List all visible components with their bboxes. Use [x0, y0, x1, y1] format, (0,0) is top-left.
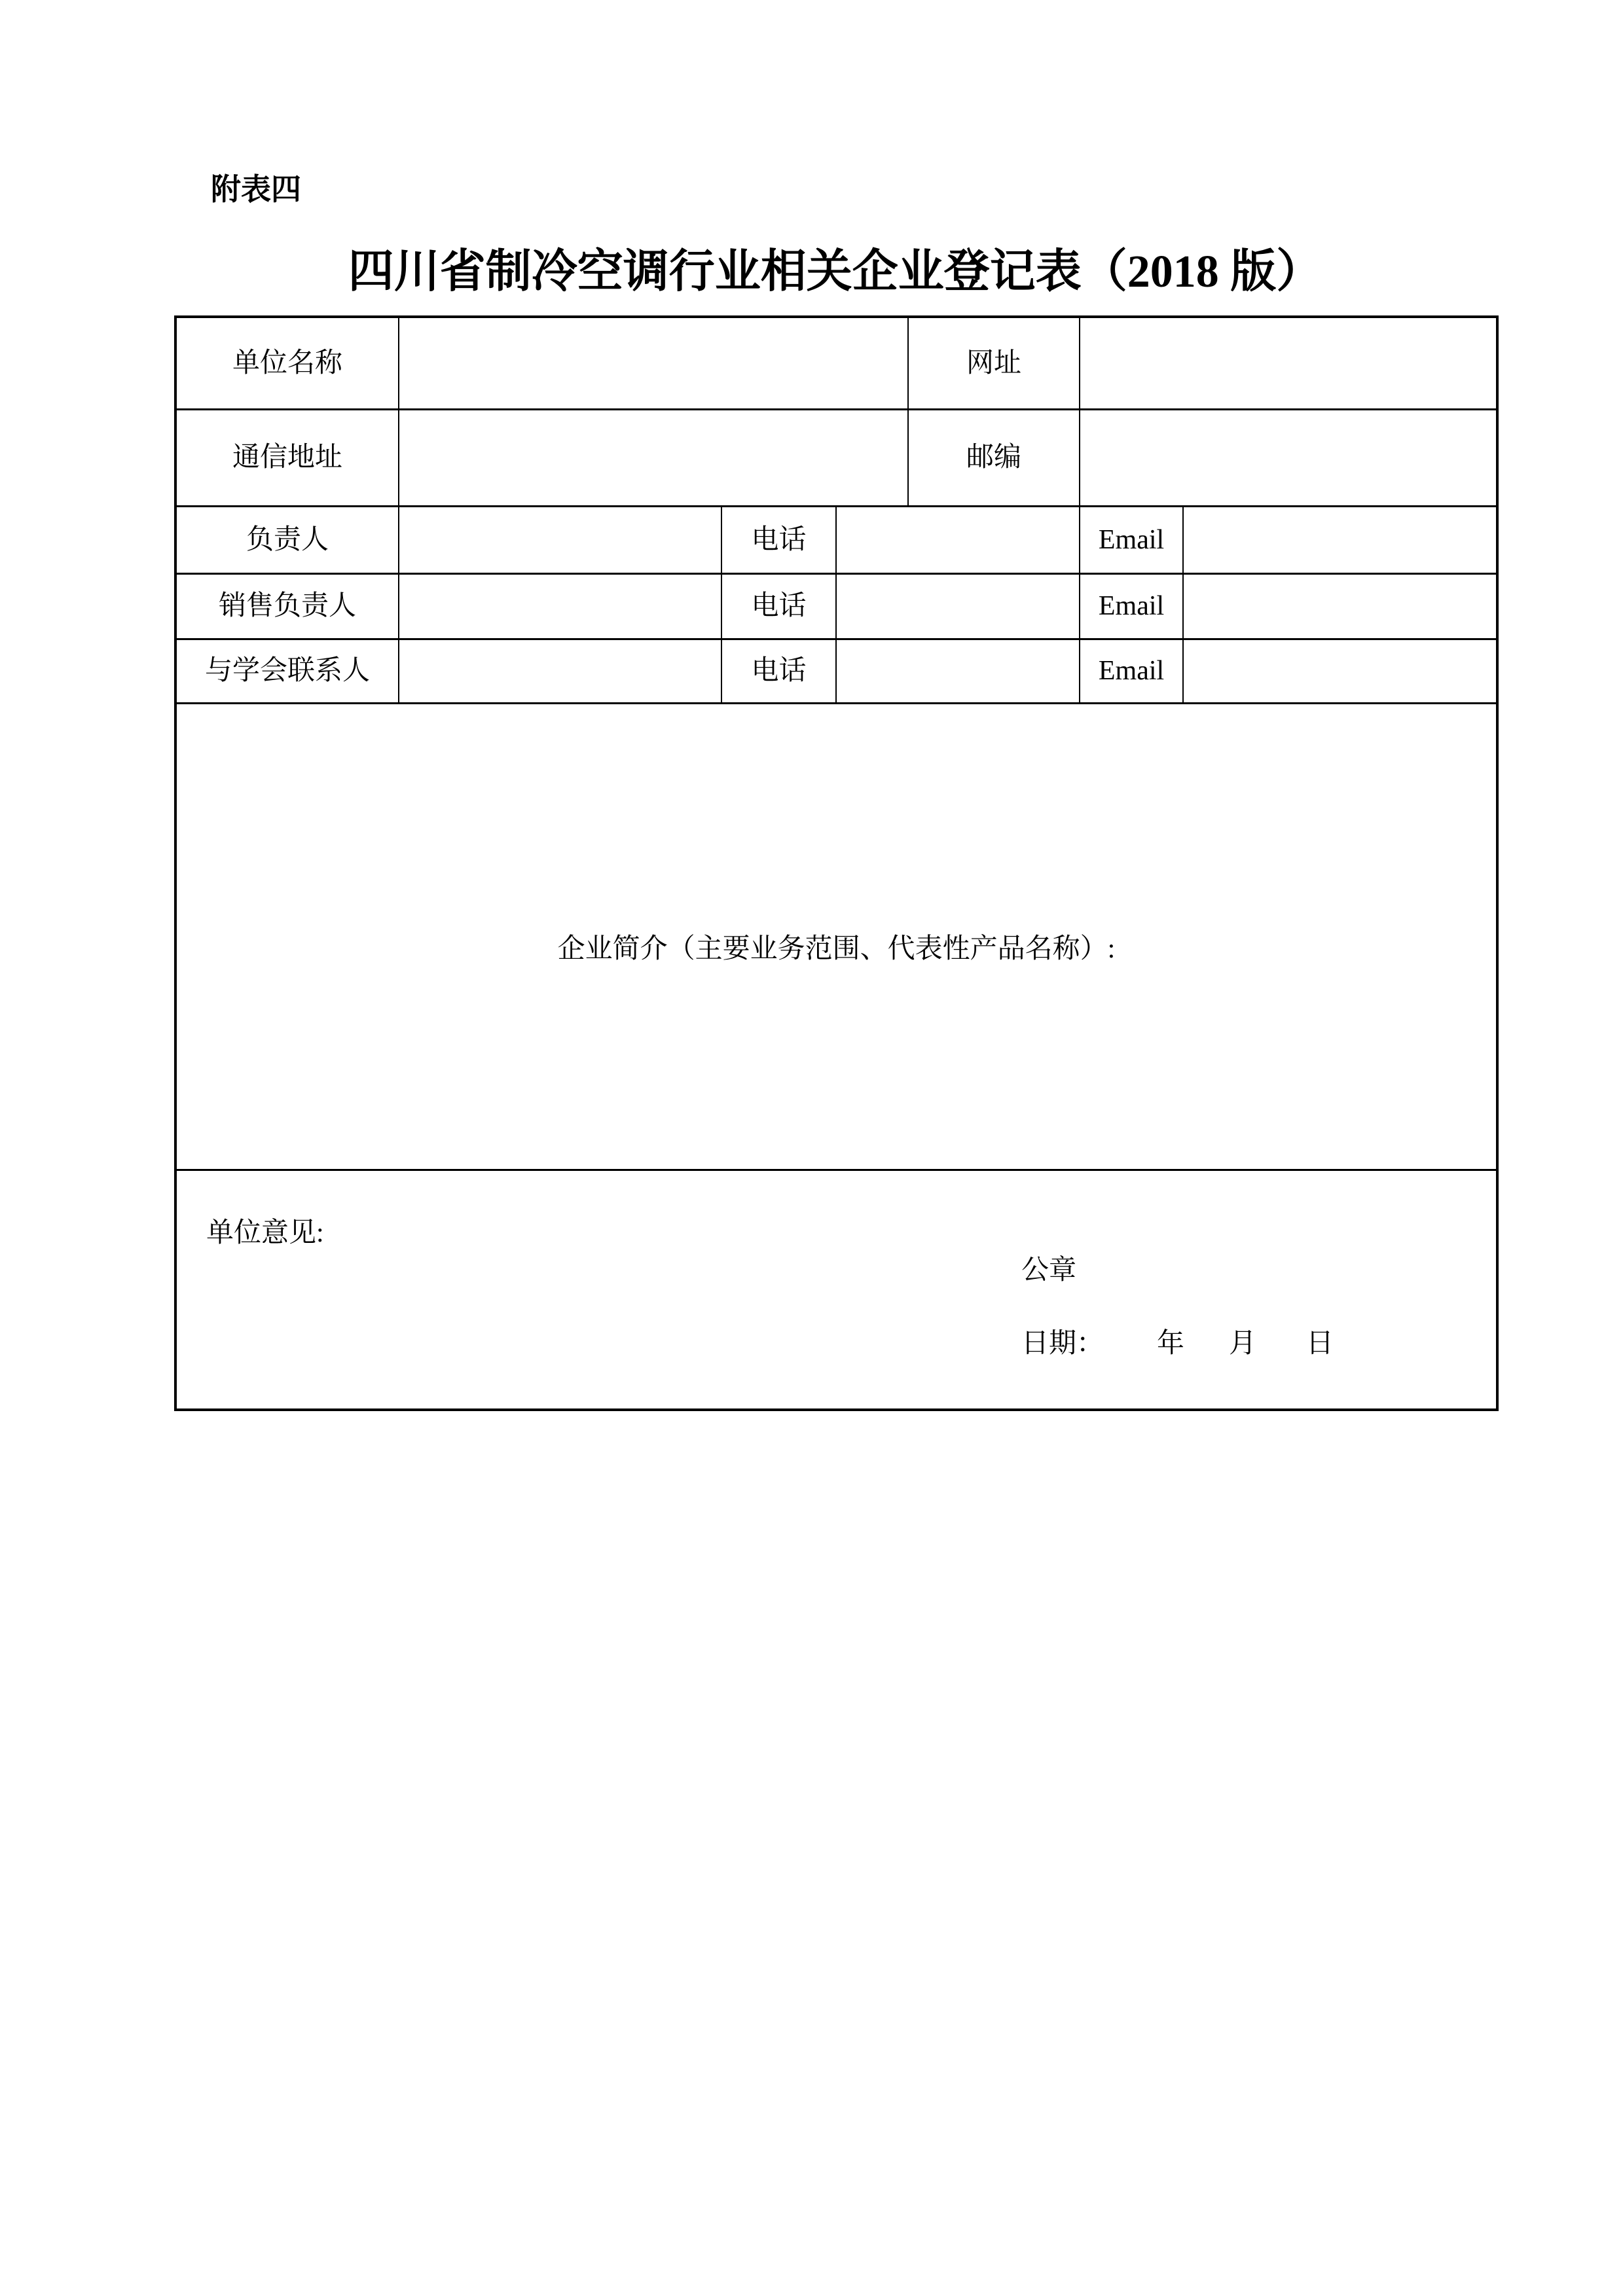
address-value-cell: [399, 410, 908, 507]
principal-name-cell: [399, 507, 721, 574]
postcode-label: 邮编: [908, 410, 1080, 507]
sales-manager-email-label: Email: [1080, 574, 1183, 639]
principal-email-label: Email: [1080, 507, 1183, 574]
address-label: 通信地址: [175, 410, 399, 507]
official-seal-label: 公章: [1021, 1255, 1077, 1285]
table-row-principal: [175, 507, 1497, 574]
society-contact-phone-cell: [836, 639, 1080, 704]
postcode-value-cell: [1080, 410, 1497, 507]
sales-manager-phone-cell: [836, 574, 1080, 639]
unit-name-value-cell: [399, 317, 908, 410]
society-contact-phone-label: 电话: [721, 639, 836, 704]
principal-email-cell: [1183, 507, 1497, 574]
society-contact-email-cell: [1183, 639, 1497, 704]
sales-manager-label: 销售负责人: [175, 574, 399, 639]
sales-manager-email-cell: [1183, 574, 1497, 639]
table-row-unit-name: [175, 317, 1497, 410]
sales-manager-phone-label: 电话: [721, 574, 836, 639]
sales-manager-name-cell: [399, 574, 721, 639]
date-label: 日期：: [1021, 1329, 1104, 1359]
society-contact-name-cell: [399, 639, 721, 704]
society-contact-label: 与学会联系人: [175, 639, 399, 704]
table-row-society-contact: [175, 639, 1497, 704]
page-title: 四川省制冷空调行业相关企业登记表（2018 版）: [348, 247, 1322, 297]
principal-phone-cell: [836, 507, 1080, 574]
table-row-address: [175, 410, 1497, 507]
website-label: 网址: [908, 317, 1080, 410]
registration-table: [174, 315, 1499, 1411]
table-row-sales-manager: [175, 574, 1497, 639]
company-profile-cell: [175, 704, 1497, 1170]
table-row-unit-opinion: [175, 1170, 1497, 1410]
unit-opinion-label: 单位意见:: [206, 1218, 324, 1248]
unit-opinion-cell: [175, 1170, 1497, 1410]
society-contact-email-label: Email: [1080, 639, 1183, 704]
table-row-company-profile: [175, 704, 1497, 1170]
year-label: 年: [1157, 1329, 1185, 1359]
unit-name-label: 单位名称: [175, 317, 399, 410]
website-value-cell: [1080, 317, 1497, 410]
month-label: 月: [1229, 1329, 1257, 1359]
company-profile-heading: 企业简介（主要业务范围、代表性产品名称）:: [557, 933, 1116, 964]
principal-phone-label: 电话: [721, 507, 836, 574]
principal-label: 负责人: [175, 507, 399, 574]
day-label: 日: [1306, 1329, 1334, 1359]
appendix-label: 附表四: [211, 173, 301, 206]
